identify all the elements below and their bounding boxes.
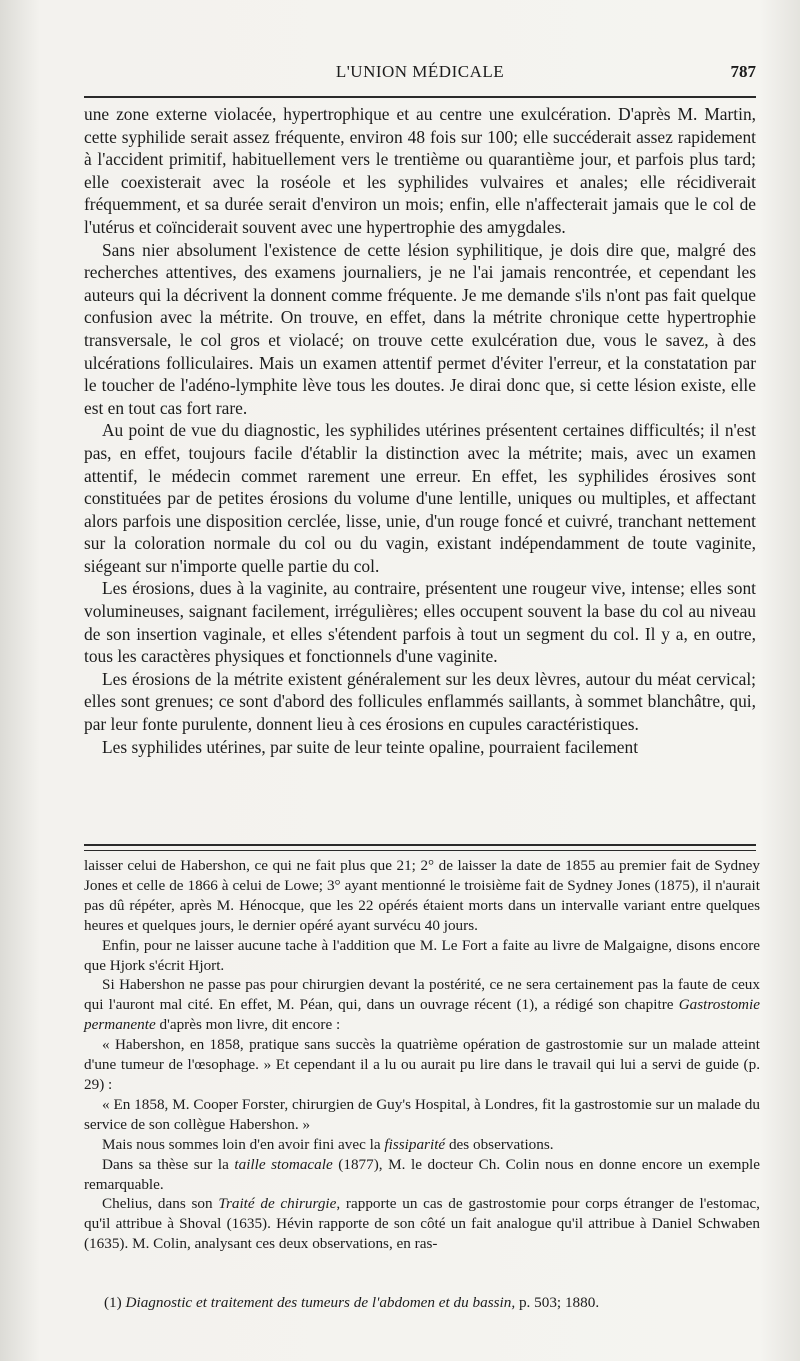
footnote-title: Diagnostic et traitement des tumeurs de l'abdomen et du bassin,	[125, 1294, 516, 1311]
paragraph: Sans nier absolument l'existence de cette lésion syphilitique, je dois dire que, malgré des recherches attentives, des examens journaliers, je ne l'ai jamais rencontrée, et cependant les auteurs qui la décrivent la donnent comme fréquente. Je me demande s'ils n'ont pas fait quelque confusion avec la métrite. On trouve, en effet, dans la métrite chronique cette hypertrophie transversale, le col gros et violacé; on trouve cette exulcération due, vous le savez, à des ulcérations folliculaires. Mais un examen attentif permet d'éviter l'erreur, et la constatation par le toucher de l'adéno-lymphite lève tous les doutes. Je dirai donc que, si cette lésion existe, elle est en tout cas fort rare.	[84, 239, 756, 418]
italic-title: Traité de chirurgie	[218, 1195, 337, 1213]
text-run: Si Habershon ne passe pas pour chirurgien devant la postérité, ce ne sera certainement pas la faute de ceux qui l'auront mal cité. En effet, M. Péan, qui, dans un ouvrage récent (1), a rédigé son chapitre	[84, 976, 760, 1014]
note-paragraph	[84, 1155, 760, 1195]
paragraph: Les érosions de la métrite existent généralement sur les deux lèvres, autour du méat cervical; elles sont grenues; ce sont d'abord des follicules enflammés saillants, à sommet blanchâtre, qui, par leur fonte purulente, donnent lieu à ces érosions en cupules caractéristiques.	[84, 668, 756, 735]
note-paragraph	[84, 1194, 760, 1254]
text-run: (1877), M. le docteur Ch. Colin nous en donne encore un exemple remarquable.	[84, 1155, 761, 1193]
text-run: des observations.	[445, 1135, 554, 1153]
running-title: L'UNION MÉDICALE	[335, 62, 505, 81]
text-run: d'après mon livre, dit encore :	[155, 1016, 341, 1034]
main-text	[84, 103, 756, 758]
note-paragraph	[84, 1135, 760, 1155]
note-paragraph: « En 1858, M. Cooper Forster, chirurgien de Guy's Hospital, à Londres, fit la gastrostomie sur un malade du service de son collègue Habershon. »	[84, 1095, 760, 1133]
text-run: Dans sa thèse sur la	[102, 1155, 235, 1173]
note-paragraph: « Habershon, en 1858, pratique sans succès la quatrième opération de gastrostomie sur un malade atteint d'une tumeur de l'œsophage. » Et cependant il a lu ou aurait pu lire dans le travail qui lui a servi de guide (p. 29) :	[84, 1036, 760, 1093]
italic-term: fissiparité	[384, 1135, 446, 1153]
header-rule	[84, 96, 756, 98]
italic-term: taille stomacale	[234, 1155, 333, 1173]
page-number: 787	[730, 62, 756, 81]
footnote-marker: (1)	[104, 1294, 122, 1311]
page-header	[84, 58, 756, 88]
note-paragraph: laisser celui de Habershon, ce qui ne fait plus que 21; 2° de laisser la date de 1855 au premier fait de Sydney Jones et celle de 1866 à celui de Lowe; 3° ayant mentionné le troisième fait de Sydney Jones (1875), il n'aurait pas dû répéter, après M. Hénocque, que les 22 opérés étaient morts dans un intervalle variant entre quelques heures et quelques jours, le dernier opéré ayant survécu 40 jours.	[84, 857, 760, 934]
note-paragraph	[84, 975, 760, 1035]
note-paragraph: Enfin, pour ne laisser aucune tache à l'addition que M. Le Fort a faite au livre de Malgaigne, disons encore que Hjork s'écrit Hjort.	[84, 936, 760, 974]
footnote	[104, 1293, 764, 1313]
paragraph: Au point de vue du diagnostic, les syphilides utérines présentent certaines difficultés; il n'est pas, en effet, toujours facile d'établir la distinction avec la métrite; mais, avec un examen attentif, le médecin commet rarement une erreur. En effet, les syphilides érosives sont constituées par de petites érosions du volume d'une lentille, uniques ou multiples, et affectant alors parfois une disposition cerclée, lisse, unie, d'un rouge foncé et cuivré, tranchant nettement sur la coloration normale du col ou du vagin, existant indépendamment de toute vaginite, siégeant sur n'importe quelle partie du col.	[84, 420, 756, 576]
paragraph: Les syphilides utérines, par suite de leur teinte opaline, pourraient facilement	[102, 736, 639, 757]
text-run: Chelius, dans son	[102, 1195, 219, 1213]
footnote-reference: p. 503; 1880.	[515, 1294, 600, 1311]
paragraph: une zone externe violacée, hypertrophique et au centre une exulcération. D'après M. Martin, cette syphilide serait assez fréquente, environ 48 fois sur 100; elle succéderait assez rapidement à l'accident primitif, habituellement vers le trentième ou quarantième jour, et parfois plus tard; elle coexisterait avec la roséole et les syphilides vulvaires et anales; elle récidiverait fréquemment, et sa durée serait d'environ un mois; enfin, elle n'affecterait jamais que le col de l'utérus et coïnciderait souvent avec une hypertrophie des amygdales.	[84, 104, 756, 237]
text-run: , rapporte un cas de gastrostomie pour corps étranger de l'estomac, qu'il attribue à Shoval (1635). Hévin rapporte de son côté un fait analogue qu'il attribue à Daniel Schwaben (1635). M. Colin, analysant ces deux observations, en ras-	[84, 1195, 760, 1253]
section-rule	[84, 844, 756, 851]
italic-title: Gastrostomie permanente	[84, 996, 760, 1034]
feuilleton-text	[84, 856, 760, 1254]
text-run: Mais nous sommes loin d'en avoir fini avec la	[102, 1135, 385, 1153]
paragraph: Les érosions, dues à la vaginite, au contraire, présentent une rougeur vive, intense; elles sont volumineuses, saignant facilement, irrégulières; elles occupent souvent la base du col au niveau de son insertion vaginale, et elles s'étendent parfois à tout un segment du col. Il y a, en outre, tous les caractères physiques et fonctionnels d'une vaginite.	[84, 578, 756, 667]
